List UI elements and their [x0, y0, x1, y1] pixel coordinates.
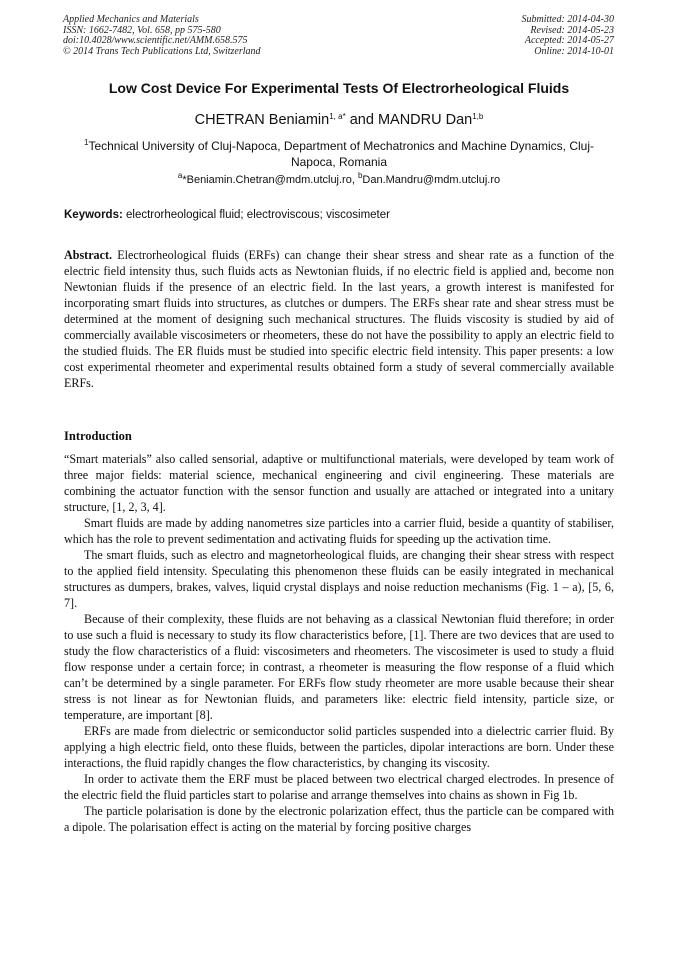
submitted-date: Submitted: 2014-04-30 — [521, 14, 614, 25]
author-affiliation-mark: 1, a* — [329, 112, 346, 121]
paper-title: Low Cost Device For Experimental Tests Of Electrorheological Fluids — [108, 80, 570, 96]
submission-dates — [522, 15, 615, 57]
paragraph: ERFs are made from dielectric or semiconductor solid particles suspended into a dielectric carrier fluid. By applying a high electric field, onto these fluids, between the particles, dipolar interactions are born. Under these interactions, the fluid rapidly changes the flow characteristics, by changing its viscosity. — [64, 724, 614, 770]
paragraph: The smart fluids, such as electro and magnetorheological fluids, are changing their shear stress with respect to the applied field intensity. Speculating this phenomenon these fluids can be easily integrated in mechanical structures as dumpers, brakes, valves, liquid crystal displays and noise reduction mechanisms (Fig. 1 – a), [5, 6, 7]. — [64, 548, 614, 610]
author-name: MANDRU Dan — [377, 112, 473, 128]
abstract — [64, 247, 614, 391]
author-connector: and — [345, 112, 378, 128]
revised-date: Revised: 2014-05-23 — [530, 24, 614, 36]
abstract-text: Electrorheological fluids (ERFs) can change their shear stress and shear rate as a function of the electric field intensity thus, such fluids acts as Newtonian fluids, if no electric field is applied and, become non Newtonian fluids if the presence of an electric field. In the last years, a growth interest is manifested for incorporating smart fluids into structures, as clutches or dumpers. The ERFs shear rate and shear stress must be determined at the moment of designing such mechanical structures. The fluids viscosity is studied by aid of commercially available viscosimeters or rheometers, these do not have the possibility to apply an electric field to the studied fluids. The ER fluids must be studied into specific electric field intensity. This paper presents: a low cost experimental rheometer and experimental results obtained form a study of several commercially available ERFs. — [64, 248, 614, 390]
keywords-text: electrorheological fluid; electroviscous; viscosimeter — [122, 209, 390, 221]
affiliation-text: Technical University of Cluj-Napoca, Department of Mechatronics and Machine Dynamics, Cluj-Napoca, Romania — [88, 139, 594, 169]
paragraph: In order to activate them the ERF must be placed between two electrical charged electrodes. In presence of the electric field the fluid particles start to polarise and arrange themselves into chains as shown in Fig 1b. — [64, 772, 614, 802]
email-link[interactable]: *Beniamin.Chetran@mdm.utcluj.ro, — [182, 174, 358, 186]
paragraph: The particle polarisation is done by the electronic polarization effect, thus the particle can be compared with a dipole. The polarisation effect is acting on the material by forcing positive charges — [64, 804, 614, 834]
introduction-body — [64, 451, 614, 835]
author-name: CHETRAN Beniamin — [194, 112, 330, 128]
journal-info — [63, 15, 261, 57]
email-mark: a — [177, 171, 183, 180]
journal-copyright: © 2014 Trans Tech Publications Ltd, Switzerland — [63, 45, 261, 57]
keywords-label: Keywords: — [64, 209, 123, 221]
affiliation — [80, 138, 598, 170]
online-date: Online: 2014-10-01 — [534, 45, 614, 57]
abstract-label: Abstract. — [64, 248, 113, 262]
email-mark: b — [357, 171, 363, 180]
paragraph: “Smart materials” also called sensorial, adaptive or multifunctional materials, were developed by team work of three major fields: material science, mechanical engineering and civil engineering. These materials are combining the actuator function with the sensor function and usually are attached or integrated into a unitary structure, [1, 2, 3, 4]. — [64, 452, 614, 514]
paragraph: Smart fluids are made by adding nanometres size particles into a carrier fluid, beside a quantity of stabiliser, which has the role to prevent sedimentation and activating fluids for speeding up the activation time. — [64, 516, 614, 546]
author-affiliation-mark: 1,b — [472, 112, 484, 121]
email-line — [0, 171, 678, 186]
journal-issn: ISSN: 1662-7482, Vol. 658, pp 575-580 — [63, 24, 221, 36]
section-heading: Introduction — [64, 429, 132, 443]
author-line — [0, 112, 678, 128]
affiliation-mark: 1 — [84, 138, 89, 147]
keywords — [64, 209, 390, 221]
paragraph: Because of their complexity, these fluids are not behaving as a classical Newtonian fluid therefore; in order to use such a fluid is necessary to study its flow characteristics before, [1]. There are two devices that are used to study the flow characteristics of a fluid: viscosimeters and rheometers. The viscosimeter is used to study a fluid flow response under a certain force; in contrast, a rheometer is measuring the flow response of a fluid which can’t be determined by a single parameter. For ERFs flow study rheometer are more usable because their shear stress is not linear as for Newtonian fluids, and parameters like: electric field intensity, particle size, or temperature, are important [8]. — [64, 612, 614, 722]
email-link[interactable]: Dan.Mandru@mdm.utcluj.ro — [362, 174, 501, 186]
accepted-date: Accepted: 2014-05-27 — [524, 35, 614, 46]
journal-doi: doi:10.4028/www.scientific.net/AMM.658.575 — [63, 35, 248, 46]
journal-name: Applied Mechanics and Materials — [63, 14, 199, 25]
